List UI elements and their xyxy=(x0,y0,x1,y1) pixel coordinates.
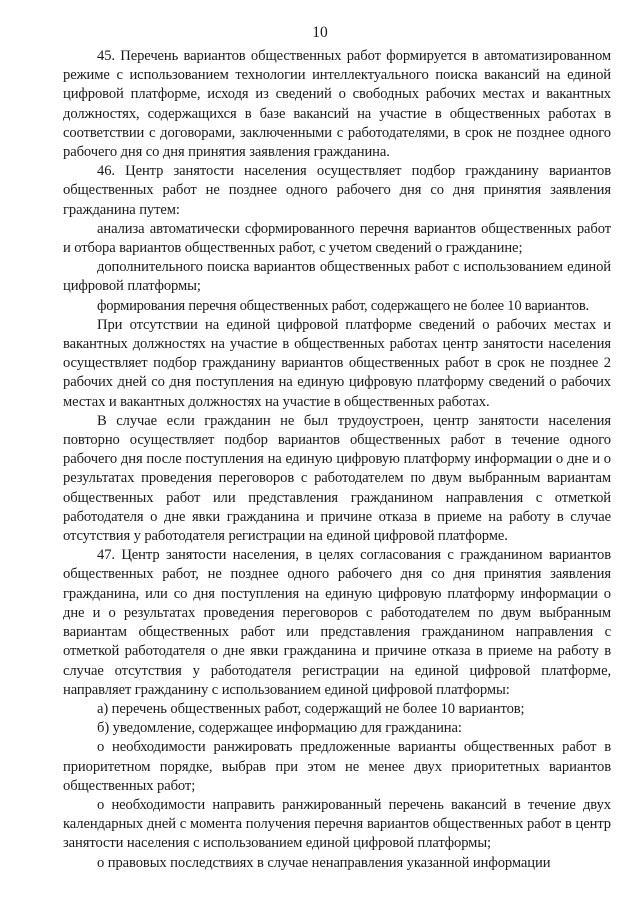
paragraph-47-notice-consequences: о правовых последствиях в случае ненаправления указанной информации xyxy=(97,854,551,871)
paragraph-46-not-employed: В случае если гражданин не был трудоустроен, центр занятости населения повторно осуществляет подбор вариантов общественных работ в течение одного рабочего дня после поступления на единую цифровую платформу информации о дне и о результатах проведения переговоров с работодателем по двум выбранным вариантам общественных работ или представления гражданином направления с отметкой работодателя о дне явки гражданина и причине отказа в приеме на работу в случае отсутствия у работодателя регистрации на единой цифровой платформе. xyxy=(63,412,611,545)
paragraph-47-notice-deadline: о необходимости направить ранжированный перечень вакансий в течение двух календарных дней с момента получения перечня вариантов общественных работ в центр занятости населения с использованием единой цифровой платформы; xyxy=(63,796,611,852)
paragraph-46-item-search: дополнительного поиска вариантов общественных работ с использованием единой цифровой платформы; xyxy=(63,259,611,295)
paragraph-47-item-a: а) перечень общественных работ, содержащий не более 10 вариантов; xyxy=(97,700,525,717)
paragraph-45: 45. Перечень вариантов общественных работ формируется в автоматизированном режиме с использованием технологии интеллектуального поиска вакансий на единой цифровой платформе, исходя из сведений о свободных рабочих местах и вакантных должностях, содержащихся в базе вакансий на участие в общественных работах в соответствии с договорами, заключенными с работодателями, в срок не позднее одного рабочего дня со дня принятия заявления гражданина. xyxy=(63,48,611,161)
paragraph-47-notice-ranking: о необходимости ранжировать предложенные варианты общественных работ в приоритетном порядке, выбрав при этом не менее двух приоритетных вариантов общественных работ; xyxy=(63,739,611,794)
paragraph-47-item-b: б) уведомление, содержащее информацию для гражданина: xyxy=(97,720,462,737)
paragraph-46: 46. Центр занятости населения осуществляет подбор гражданину вариантов общественных работ не позднее одного рабочего дня со дня принятия заявления гражданина путем: xyxy=(63,163,611,218)
page-number: 10 xyxy=(312,24,328,41)
paragraph-46-item-list: формирования перечня общественных работ, содержащего не более 10 вариантов. xyxy=(97,297,589,314)
paragraph-46-item-analysis: анализа автоматически сформированного перечня вариантов общественных работ и отбора вариантов общественных работ, с учетом сведений о гражданине; xyxy=(63,220,611,257)
paragraph-47: 47. Центр занятости населения, в целях согласования с гражданином вариантов общественных работ, не позднее одного рабочего дня со дня принятия заявления гражданина, или со дня поступления на единую цифровую платформу информации о дне и о результатах проведения переговоров с работодателем по двум выбранным вариантам общественных работ или представления гражданином направления с отметкой работодателя о дне явки гражданина и причине отказа в приеме на работу в случае отсутствия у работодателя регистрации на единой цифровой платформе, направляет гражданину с использованием единой цифровой платформы: xyxy=(63,547,611,698)
document-body xyxy=(63,47,611,873)
paragraph-46-absence: При отсутствии на единой цифровой платформе сведений о рабочих местах и вакантных должностях на участие в общественных работах центр занятости населения осуществляет подбор гражданину вариантов общественных работ в срок не позднее 2 рабочих дней со дня поступления на единую цифровую платформу сведений о рабочих местах и вакантных должностях на участие в общественных работах. xyxy=(63,316,611,410)
